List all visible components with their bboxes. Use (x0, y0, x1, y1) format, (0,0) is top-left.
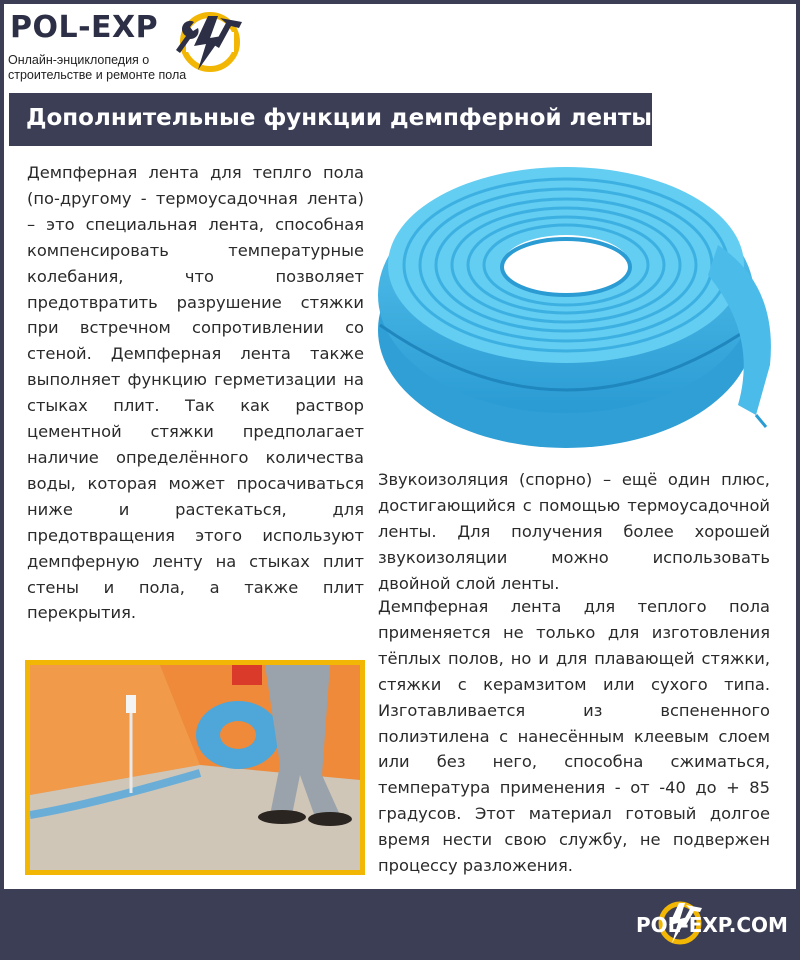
paragraph-soundproofing: Звукоизоляция (спорно) – ещё один плюс, достигающийся с помощью термоусадочной ленты. Для получения более хорошей звукоизоляции можно использовать двойной слой ленты. (378, 470, 770, 593)
installation-photo (25, 660, 365, 875)
page-title: Дополнительные функции демпферной ленты (26, 105, 653, 131)
brand-logo[interactable] (8, 10, 258, 86)
footer-domain-link[interactable]: POL-EXP.COM (636, 913, 788, 937)
installation-scene-image (30, 665, 360, 870)
paragraph-intro: Демпферная лента для теплго пола (по-другому - термоусадочная лента) – это специальная лента, способная компенсировать температурные колебания, что позволяет предотвратить разрушение стяжки при встречном сопротивлении со стеной. Демпферная лента также выполняет функцию герметизации на стыках плит. Так как раствор цементной стяжки предполагает наличие определённого количества воды, которая может просачиваться ниже и растекаться, для предотвращения этого используют демпферную ленту на стыках плит стены и пола, а также плит перекрытия. (27, 163, 364, 623)
brand-name: POL-EXP (10, 10, 159, 45)
brand-tagline (8, 53, 208, 83)
tagline-line-2: строительстве и ремонте пола (8, 68, 187, 82)
paragraph-application: Демпферная лента для теплого пола применяется не только для изготовления тёплых полов, но и для плавающей стяжки, стяжки с керамзитом или сухого типа. Изготавливается из вспененного полиэтилена с нанесённым клеевым слоем или без него, способна сжиматься, температура применения - от -40 до + 85 градусов. Этот материал готовый долгое время нести свою службу, не подвержен процессу разложения. (378, 597, 770, 876)
tagline-line-1: Онлайн-энциклопедия о (8, 53, 150, 67)
damper-tape-roll-image (378, 155, 788, 460)
title-bar (9, 93, 652, 146)
